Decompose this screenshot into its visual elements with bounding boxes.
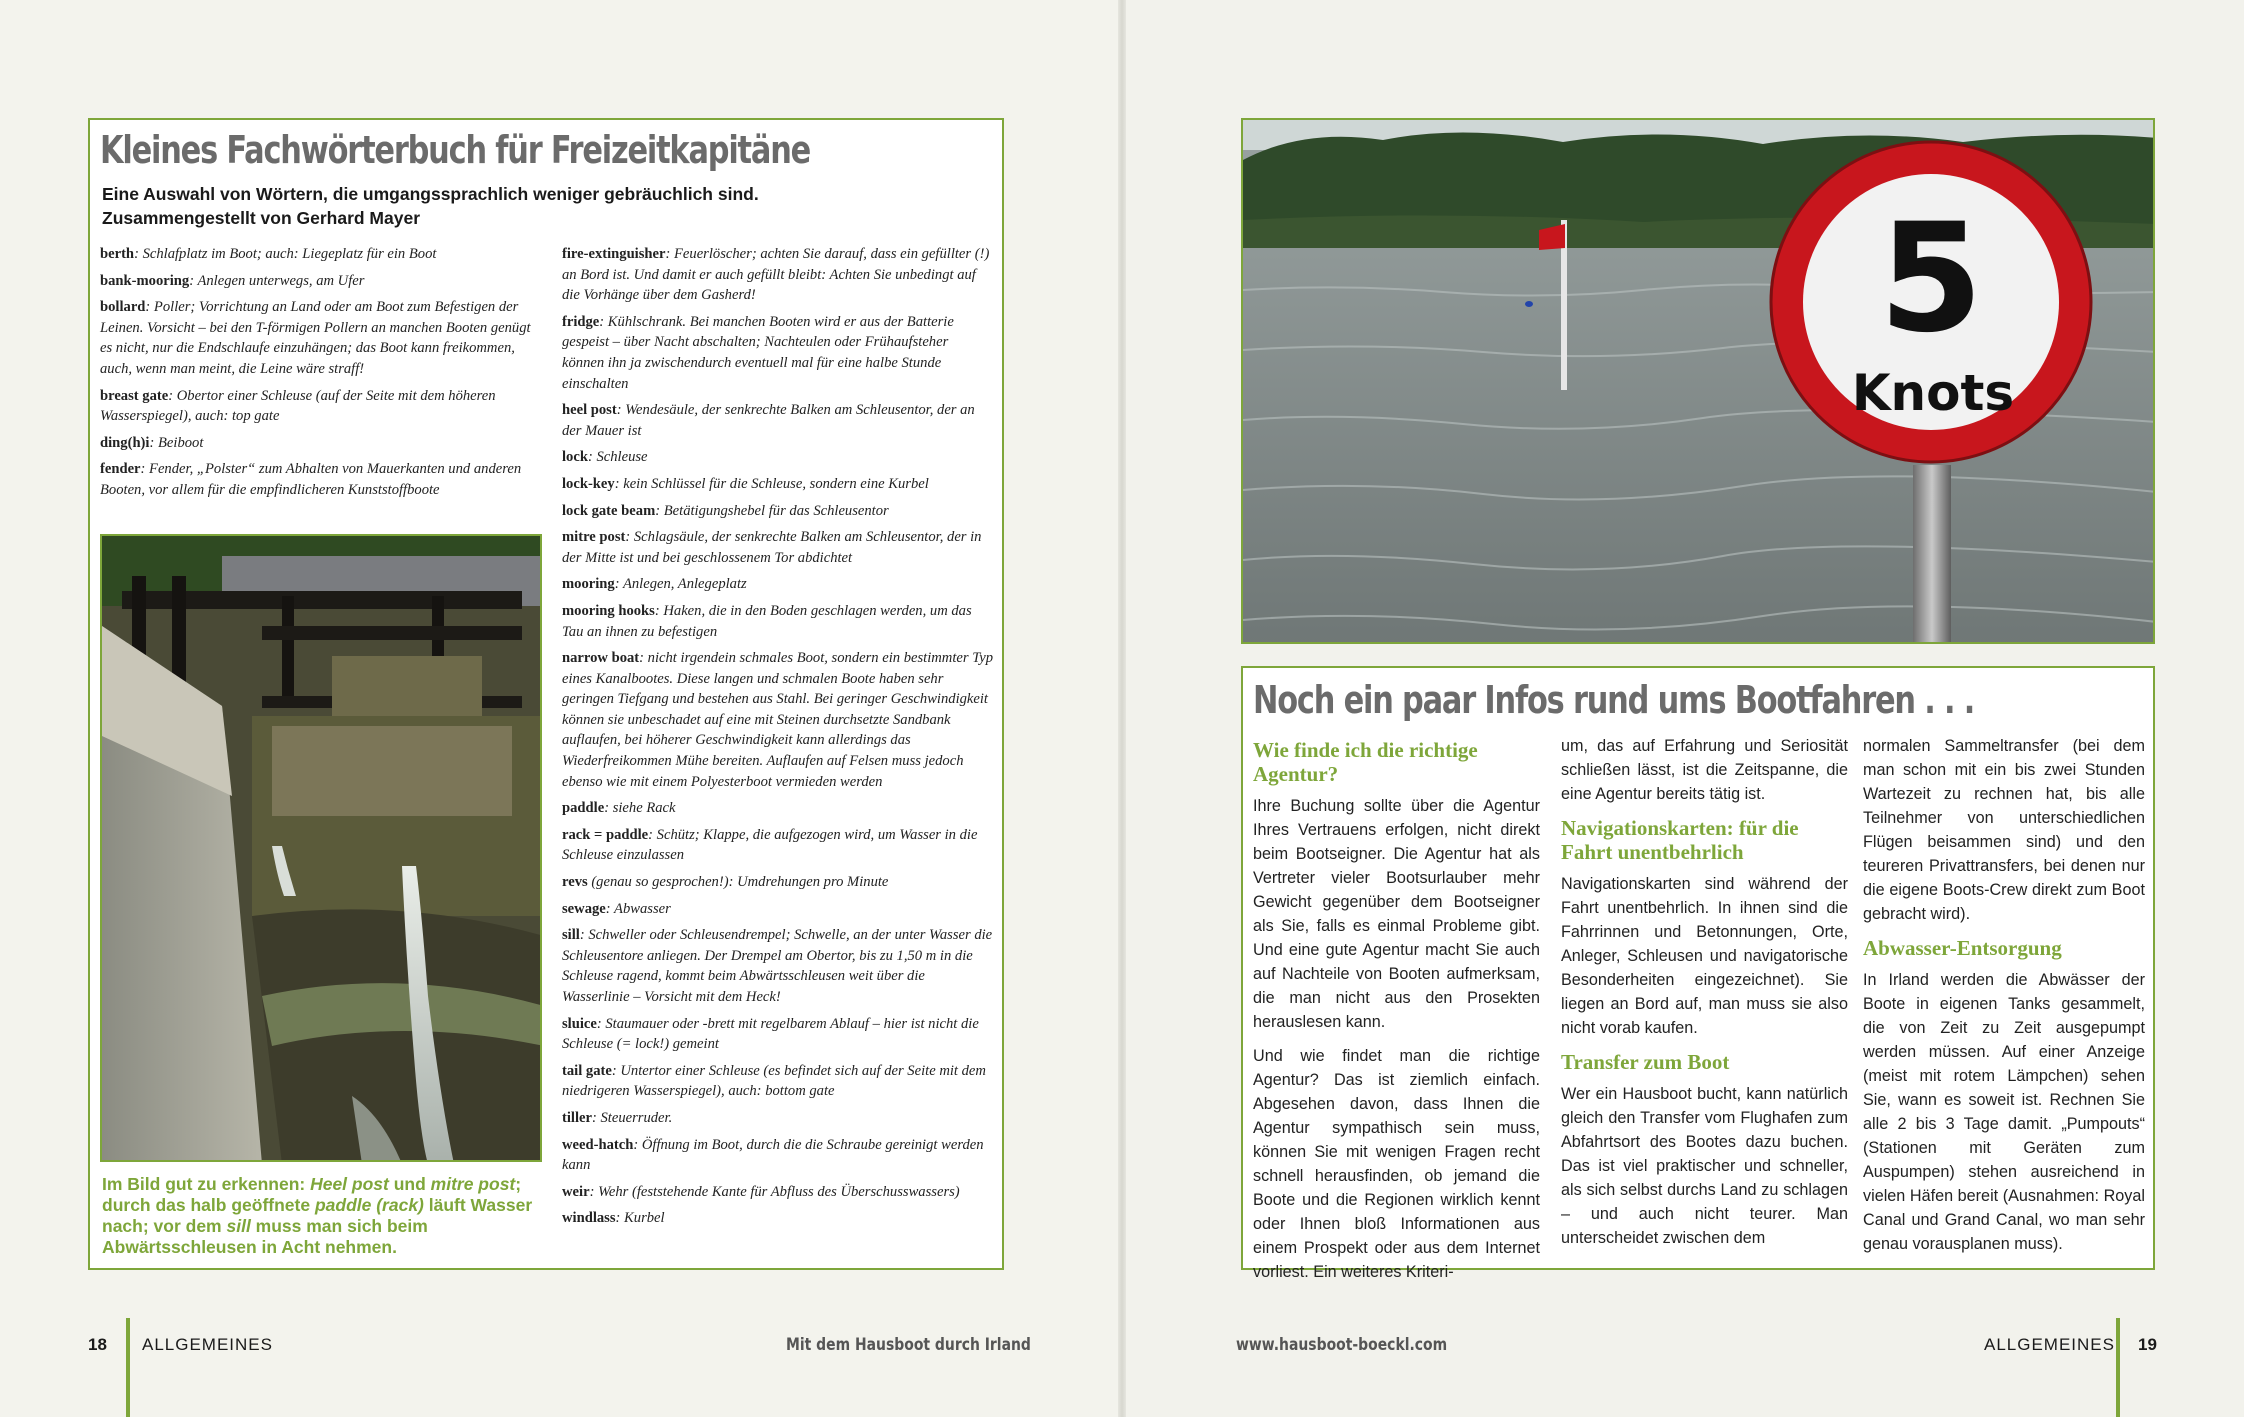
dictionary-entry bbox=[100, 271, 536, 292]
dictionary-definition: : Steuerruder. bbox=[591, 1109, 673, 1126]
dictionary-definition: : Feuerlöscher; achten Sie darauf, dass ein gefüllter (!) an Bord ist. Und damit er auch gefüllt bleibt: Achten Sie unbedingt auf die Vorhänge über dem Gasherd! bbox=[562, 246, 990, 304]
dictionary-term: narrow boat bbox=[562, 650, 640, 667]
dictionary-term: sewage bbox=[562, 900, 606, 917]
left-page bbox=[0, 0, 1120, 1417]
dictionary-term: fender bbox=[100, 461, 141, 478]
dictionary-entry bbox=[562, 527, 994, 568]
dictionary-definition: : Kurbel bbox=[615, 1210, 665, 1227]
dictionary-entry bbox=[100, 297, 536, 379]
dictionary-author: Zusammengestellt von Gerhard Mayer bbox=[102, 208, 421, 228]
dictionary-entry bbox=[562, 447, 994, 468]
dictionary-term: weed-hatch bbox=[562, 1136, 634, 1153]
heading-agency: Wie finde ich die richtige Agentur? bbox=[1253, 738, 1478, 786]
dictionary-definition: : Staumauer oder -brett mit regelbarem Ablauf – hier ist nicht die Schleuse (= lock!) gemeint bbox=[562, 1015, 979, 1053]
dictionary-entry bbox=[562, 925, 994, 1007]
dictionary-term: revs bbox=[562, 874, 588, 891]
dictionary-entry bbox=[562, 798, 994, 819]
dictionary-entry bbox=[562, 1208, 994, 1229]
caption-term: Heel post bbox=[310, 1174, 389, 1194]
paragraph: Navigationskarten sind während der Fahrt unentbehrlich. In ihnen sind die Fahrrinnen und Betonnungen, Orte, Anleger, Schleusen und navigatorische Besonderheiten eingezeichnet). Sie liegen an Bord auf, man muss sie also nicht vorab kaufen. bbox=[1561, 875, 1848, 1037]
caption-term: mitre post bbox=[430, 1174, 516, 1194]
dictionary-term: mitre post bbox=[562, 529, 626, 546]
dictionary-definition: : Schlafplatz im Boot; auch: Liegeplatz für ein Boot bbox=[134, 246, 437, 262]
dictionary-term: bollard bbox=[100, 299, 146, 316]
dictionary-definition: : Haken, die in den Boden geschlagen werden, um das Tau an ihnen zu befestigen bbox=[562, 602, 972, 640]
dictionary-term: lock-key bbox=[562, 475, 615, 492]
dictionary-entry bbox=[100, 459, 536, 500]
sign-unit: Knots bbox=[1851, 364, 2015, 422]
page-number-left: 18 bbox=[88, 1335, 107, 1354]
dictionary-entry bbox=[100, 386, 536, 427]
dictionary-entry bbox=[562, 474, 994, 495]
lock-photo bbox=[100, 534, 542, 1162]
dictionary-entry bbox=[562, 899, 994, 920]
footer-divider bbox=[2116, 1318, 2120, 1417]
dictionary-term: bank-mooring bbox=[100, 272, 190, 289]
dictionary-entry bbox=[562, 312, 994, 394]
dictionary-term: fire-extinguisher bbox=[562, 246, 666, 262]
dictionary-term: heel post bbox=[562, 402, 617, 419]
dictionary-term: tail gate bbox=[562, 1062, 612, 1079]
dictionary-term: breast gate bbox=[100, 387, 169, 404]
dictionary-entry bbox=[562, 1014, 994, 1055]
dictionary-definition: : Abwasser bbox=[605, 900, 671, 917]
dictionary-box bbox=[88, 118, 1004, 1270]
dictionary-term: lock gate beam bbox=[562, 502, 656, 519]
dictionary-term: sill bbox=[562, 927, 580, 944]
dictionary-term: lock bbox=[562, 449, 588, 466]
page-number-right: 19 bbox=[2138, 1335, 2157, 1354]
dictionary-title: Kleines Fachwörterbuch für Freizeitkapitäne bbox=[100, 128, 811, 172]
dictionary-definition: : Schütz; Klappe, die aufgezogen wird, um Wasser in die Schleuse einzulassen bbox=[562, 826, 978, 864]
heading-navigation-charts: Navigationskarten: für die Fahrt unentbehrlich bbox=[1561, 816, 1799, 864]
dictionary-definition: : Untertor einer Schleuse (es befindet sich auf der Seite mit dem niedrigeren Wasserspiegel), auch: bottom gate bbox=[562, 1062, 986, 1100]
dictionary-term: mooring hooks bbox=[562, 602, 655, 619]
dictionary-term: berth bbox=[100, 246, 135, 262]
paragraph: Und wie findet man die richtige Agentur? Das ist ziemlich einfach. Abgesehen davon, dass Ihnen die Agentur sympathisch sein muss, können Sie mit wenigen Fragen recht schnell herausfinden, ob jemand die Boote und die Regionen wirklich kennt oder Ihnen bloß Informationen aus einem Prospekt oder aus dem Internet vorliest. Ein weiteres Kriteri- bbox=[1253, 1047, 1540, 1281]
website-url: www.hausboot-boeckl.com bbox=[1236, 1335, 1448, 1355]
dictionary-definition: : kein Schlüssel für die Schleuse, sondern eine Kurbel bbox=[614, 475, 929, 492]
book-gutter bbox=[1118, 0, 1126, 1417]
dictionary-definition: : Obertor einer Schleuse (auf der Seite mit dem höheren Wasserspiegel), auch: top gate bbox=[100, 387, 496, 425]
dictionary-term: mooring bbox=[562, 576, 615, 593]
dictionary-entry bbox=[562, 601, 994, 642]
speed-sign-photo bbox=[1241, 118, 2155, 644]
caption-text: Im Bild gut zu erkennen: bbox=[102, 1174, 311, 1194]
dictionary-definition: : Poller; Vorrichtung an Land oder am Boot zum Befestigen der Leinen. Vorsicht – bei den T-förmigen Pollern an manchen Booten genügt es nicht, nur die Endschlaufe einzuhängen; das Boot kann freikommen, auch, wenn man meint, die Leine wäre straff! bbox=[100, 299, 531, 377]
dictionary-term: ding(h)i bbox=[100, 434, 150, 451]
dictionary-definition: : Wendesäule, der senkrechte Balken am Schleusentor, der an der Mauer ist bbox=[562, 402, 975, 439]
dictionary-subtitle bbox=[102, 182, 982, 230]
section-label-right: ALLGEMEINES bbox=[1984, 1335, 2115, 1354]
info-column-3 bbox=[1863, 734, 2145, 1266]
caption-term: paddle (rack) bbox=[314, 1195, 424, 1215]
dictionary-term: windlass bbox=[562, 1210, 616, 1227]
paragraph: um, das auf Erfahrung und Seriosität schließen lässt, ist die Zeitspanne, die eine Agentur bereits tätig ist. bbox=[1561, 737, 1848, 803]
dictionary-entry bbox=[100, 244, 536, 265]
paragraph: Wer ein Hausboot bucht, kann natürlich gleich den Transfer vom Flughafen zum Abfahrtsort des Bootes dazu buchen. Das ist viel praktischer und schneller, als sich selbst durchs Land zu schlagen – und auch nicht teurer. Man unterscheidet zwischen dem bbox=[1561, 1085, 1848, 1247]
caption-text: muss man sich beim Abwärtsschleusen in Acht nehmen. bbox=[102, 1216, 428, 1257]
dictionary-definition: : siehe Rack bbox=[604, 800, 676, 817]
info-column-2 bbox=[1561, 734, 1848, 1260]
footer-divider bbox=[126, 1318, 130, 1417]
dictionary-term: tiller bbox=[562, 1109, 592, 1126]
sign-number: 5 bbox=[1878, 192, 1984, 366]
dictionary-column-left bbox=[100, 244, 536, 507]
dictionary-definition: : Wehr (feststehende Kante für Abfluss des Überschusswassers) bbox=[589, 1183, 960, 1200]
info-column-1 bbox=[1253, 738, 1540, 1294]
caption-term: sill bbox=[226, 1216, 251, 1236]
dictionary-term: paddle bbox=[562, 800, 605, 817]
dictionary-definition: : Anlegen, Anlegeplatz bbox=[614, 576, 747, 593]
dictionary-term: rack = paddle bbox=[562, 826, 649, 843]
section-label-left: ALLGEMEINES bbox=[142, 1335, 273, 1354]
boating-info-title: Noch ein paar Infos rund ums Bootfahren . . . bbox=[1253, 678, 1975, 722]
lock-photo-graphic bbox=[102, 536, 542, 1162]
dictionary-entry bbox=[562, 1108, 994, 1129]
dictionary-definition: : Schleuse bbox=[587, 449, 648, 466]
dictionary-definition: : Fender, „Polster“ zum Abhalten von Mauerkanten und anderen Booten, vor allem für die empfindlicheren Kunststoffboote bbox=[100, 461, 522, 498]
dictionary-entry bbox=[562, 648, 994, 792]
dictionary-definition: : Anlegen unterwegs, am Ufer bbox=[189, 272, 365, 289]
dictionary-entry bbox=[100, 433, 536, 454]
dictionary-entry bbox=[562, 825, 994, 866]
dictionary-entry bbox=[562, 1135, 994, 1176]
speed-sign-graphic bbox=[1243, 120, 2155, 644]
heading-transfer: Transfer zum Boot bbox=[1561, 1050, 1730, 1074]
dictionary-entry bbox=[562, 1061, 994, 1102]
dictionary-definition: : nicht irgendein schmales Boot, sondern ein bestimmter Typ eines Kanalbootes. Diese langen und schmalen Boote haben sehr geringen Tiefgang und bestehen aus Stahl. Bei geringer Geschwindigkeit können sie unbeschadet auf eine mit Steinen durchsetzte Sandbank auflaufen, bei höherer Geschwindigkeit kann allerdings das Wiederfreikommen Mühe bereiten. Auflaufen auf Felsen muss jedoch ebenso wie mit einem Polyesterboot vermieden werden bbox=[562, 650, 994, 790]
heading-sewage: Abwasser-Entsorgung bbox=[1863, 936, 2062, 960]
dictionary-entry bbox=[562, 244, 994, 306]
dictionary-definition: (genau so gesprochen!): Umdrehungen pro Minute bbox=[587, 874, 889, 891]
dictionary-column-right bbox=[562, 244, 994, 1235]
dictionary-term: sluice bbox=[562, 1015, 597, 1032]
dictionary-entry bbox=[562, 501, 994, 522]
dictionary-definition: : Kühlschrank. Bei manchen Booten wird er aus der Batterie gespeist – über Nacht abschalten; Nachteulen oder Frühaufsteher können ihn ja zwischendurch eventuell mal für eine halbe Stunde einschalten bbox=[562, 313, 954, 392]
dictionary-term: fridge bbox=[562, 313, 600, 330]
dictionary-definition: : Beiboot bbox=[149, 434, 204, 451]
dictionary-entry bbox=[562, 400, 994, 441]
paragraph: normalen Sammeltransfer (bei dem man schon mit ein bis zwei Stunden Wartezeit zu rechnen hat, bis alle Teilnehmer von unterschiedlichen Flügen beisammen sind) und den teureren Privattransfers, bei denen nur die eigene Boots-Crew direkt zum Boot gebracht wird). bbox=[1863, 737, 2145, 923]
paragraph: In Irland werden die Abwässer der Boote in eigenen Tanks gesammelt, die von Zeit zu Zeit ausgepumpt werden müssen. Auf einer Anzeige (meist mit rotem Lämpchen) sehen Sie, wann es soweit ist. Rechnen Sie alle 2 bis 3 Tage damit. „Pumpouts“ (Stationen mit Geräten zum Auspumpen) stehen ausreichend in vielen Häfen bereit (Ausnahmen: Royal Canal und Grand Canal, wo man sehr genau vorausplanen muss). bbox=[1863, 971, 2145, 1253]
dictionary-definition: : Betätigungshebel für das Schleusentor bbox=[655, 502, 889, 519]
photo-caption bbox=[102, 1174, 542, 1258]
dictionary-entry bbox=[562, 872, 994, 893]
dictionary-term: weir bbox=[562, 1183, 590, 1200]
boating-info-box bbox=[1241, 666, 2155, 1281]
dictionary-definition: : Schlagsäule, der senkrechte Balken am Schleusentor, der in der Mitte ist und bei geschlossenem Tor abdichtet bbox=[562, 529, 982, 566]
caption-text: läuft Wasser nach; vor dem bbox=[102, 1195, 533, 1236]
dictionary-definition: : Schweller oder Schleusendrempel; Schwelle, an der unter Wasser die Schleusentore anliegen. Der Drempel am Obertor, bis zu 1,50 m in die Schleuse ragend, kommt beim Abwärtsschleusen weit über die Wasserlinie – Vorsicht mit dem Heck! bbox=[562, 927, 993, 1005]
dictionary-subtitle-line: Eine Auswahl von Wörtern, die umgangssprachlich weniger gebräuchlich sind. bbox=[102, 184, 759, 204]
book-title: Mit dem Hausboot durch Irland bbox=[786, 1335, 1031, 1355]
dictionary-entry bbox=[562, 574, 994, 595]
dictionary-entry bbox=[562, 1182, 994, 1203]
dictionary-definition: : Öffnung im Boot, durch die die Schraube gereinigt werden kann bbox=[562, 1136, 984, 1174]
caption-text: und bbox=[388, 1174, 431, 1194]
paragraph: Ihre Buchung sollte über die Agentur Ihres Vertrauens erfolgen, nicht direkt beim Bootseigner. Die Agentur hat als Vertreter vieler Bootsurlauber mehr Gewicht gegenüber dem Bootseigner als Sie, falls es einmal Probleme gibt. Und eine gute Agentur macht Sie auch auf Nachteile von Booten aufmerksam, die man nicht aus den Prosekten herauslesen kann. bbox=[1253, 797, 1540, 1031]
caption-text: ; durch das halb geöffnete bbox=[102, 1174, 522, 1215]
